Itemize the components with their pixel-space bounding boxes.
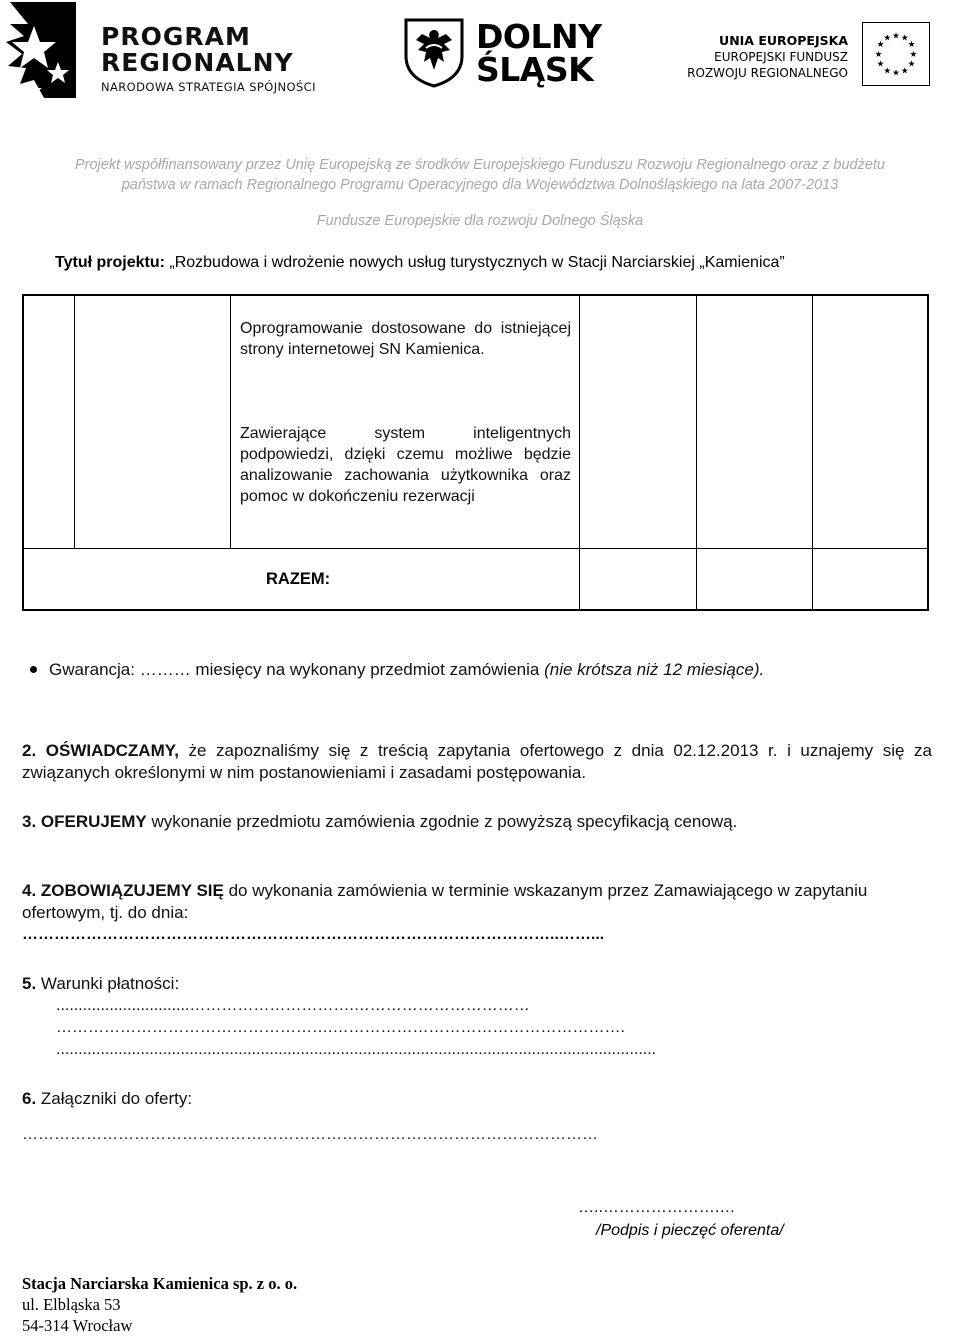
- payment-terms-field[interactable]: …………………………………………….……………………………………………….: [56, 1019, 625, 1036]
- payment-terms-field[interactable]: .......................................................................................................................................: [56, 1041, 657, 1058]
- footer-company: Stacja Narciarska Kamienica sp. z o. o.: [22, 1274, 298, 1293]
- point-4-number: 4.: [22, 881, 37, 900]
- point-2-text: że zapoznaliśmy się z treścią zapytania ofertowego z dnia 02.12.2013 r. i uznajemy się za związanych określonymi w nim postanowieniami i zasadami postępowania.: [22, 741, 932, 782]
- point-2-number: 2.: [22, 741, 37, 760]
- table-column-divider: [812, 296, 813, 611]
- cofinancing-disclaimer: [0, 155, 960, 195]
- point-4-heading: ZOBOWIĄZUJEMY SIĘ: [40, 881, 224, 900]
- footer-street: ul. Elbląska 53: [22, 1295, 121, 1314]
- eu-logo-line1: UNIA EUROPEJSKA: [719, 33, 848, 48]
- point-6-label: Załączniki do oferty:: [40, 1089, 193, 1108]
- svg-text:★: ★: [883, 66, 892, 77]
- eagle-shield-icon: [404, 18, 464, 88]
- svg-text:★: ★: [874, 49, 883, 60]
- program-logo-line1: PROGRAM: [101, 22, 251, 51]
- point-4: [22, 880, 932, 946]
- bullet-icon: [30, 666, 37, 673]
- svg-text:★: ★: [892, 31, 900, 42]
- guarantee-note: (nie krótsza niż 12 miesiące).: [544, 660, 765, 679]
- point-3-number: 3.: [22, 812, 37, 831]
- svg-text:★: ★: [909, 49, 918, 60]
- svg-text:★: ★: [883, 33, 892, 44]
- program-logo-line3: NARODOWA STRATEGIA SPÓJNOŚCI: [101, 80, 316, 94]
- program-regionalny-logo: [4, 2, 334, 98]
- dolny-slask-logo: [404, 18, 614, 93]
- table-row-description: Oprogramowanie dostosowane do istniejącej strony internetowej SN Kamienica.: [240, 320, 571, 358]
- disclaimer-line3: Fundusze Europejskie dla rozwoju Dolnego Śląska: [316, 213, 644, 229]
- project-title-label: Tytuł projektu:: [55, 254, 165, 271]
- guarantee-label: Gwarancja: ………: [49, 660, 191, 679]
- svg-text:★: ★: [900, 33, 909, 44]
- point-3-text: wykonanie przedmiotu zamówienia zgodnie z powyższą specyfikacją cenową.: [146, 812, 738, 831]
- point-6: [22, 1088, 598, 1146]
- disclaimer-line1: Projekt współfinansowany przez Unię Europejską ze środków Europejskiego Funduszu Rozwoju Regionalnego oraz z budżetu: [74, 157, 886, 173]
- region-logo-line1: DOLNY: [476, 17, 602, 56]
- svg-text:★: ★: [900, 66, 909, 77]
- project-title: [55, 253, 785, 273]
- svg-text:★: ★: [876, 59, 885, 70]
- table-column-divider: [696, 296, 697, 611]
- point-2-heading: OŚWIADCZAMY,: [45, 741, 179, 760]
- table-row-divider: [24, 548, 929, 549]
- point-4-date-field[interactable]: ………………………………………………………………………………………..……...: [22, 926, 605, 943]
- point-5-label: Warunki płatności:: [40, 974, 180, 993]
- point-6-number: 6.: [22, 1089, 37, 1108]
- table-column-divider: [74, 296, 75, 548]
- point-5-number: 5.: [22, 974, 37, 993]
- point-5: [22, 973, 656, 1061]
- guarantee-text: miesięcy na wykonany przedmiot zamówienia: [190, 660, 545, 679]
- point-3: [22, 811, 737, 833]
- program-logo-line2: REGIONALNY: [101, 48, 294, 77]
- program-regionalny-emblem-icon: [4, 2, 82, 98]
- point-4-text: do wykonania zamówienia w terminie wskazanym przez Zamawiającego w zapytaniu ofertowym, tj. do dnia:: [22, 881, 868, 922]
- project-title-value: „Rozbudowa i wdrożenie nowych usług turystycznych w Stacji Narciarskiej „Kamienica”: [169, 254, 785, 271]
- point-2: [22, 740, 932, 784]
- table-row-description: Zawierające system inteligentnych podpowiedzi, dzięki czemu możliwe będzie analizowanie zachowania użytkownika oraz pomoc w dokończeniu rezerwacji: [240, 425, 571, 505]
- eu-logo-line2: EUROPEJSKI FUNDUSZ: [714, 50, 848, 64]
- svg-text:★: ★: [876, 40, 885, 51]
- eu-logo-line3: ROZWOJU REGIONALNEGO: [687, 66, 848, 80]
- disclaimer-line2: państwa w ramach Regionalnego Programu Operacyjnego dla Województwa Dolnośląskiego na lata 2007-2013: [121, 177, 839, 193]
- point-3-heading: OFERUJEMY: [40, 812, 147, 831]
- svg-text:★: ★: [907, 59, 916, 70]
- region-logo-line2: ŚLĄSK: [476, 50, 594, 89]
- eu-logo: [680, 22, 930, 90]
- eu-flag-icon: [862, 22, 930, 86]
- signature-line[interactable]: …..………………….…: [578, 1199, 736, 1216]
- payment-terms-field[interactable]: ..............................………………………….……………………………: [56, 997, 530, 1014]
- pricing-table: [22, 294, 929, 611]
- footer-city: 54-314 Wrocław: [22, 1316, 133, 1335]
- svg-text:★: ★: [907, 40, 916, 51]
- svg-text:★: ★: [892, 68, 900, 79]
- guarantee-line: [49, 659, 764, 681]
- table-column-divider: [579, 296, 580, 611]
- table-total-label: RAZEM:: [266, 570, 331, 588]
- attachments-field[interactable]: ………………………………………………………………………………………………: [22, 1126, 598, 1143]
- table-column-divider: [230, 296, 231, 548]
- signature-label: /Podpis i pieczęć oferenta/: [596, 1222, 784, 1239]
